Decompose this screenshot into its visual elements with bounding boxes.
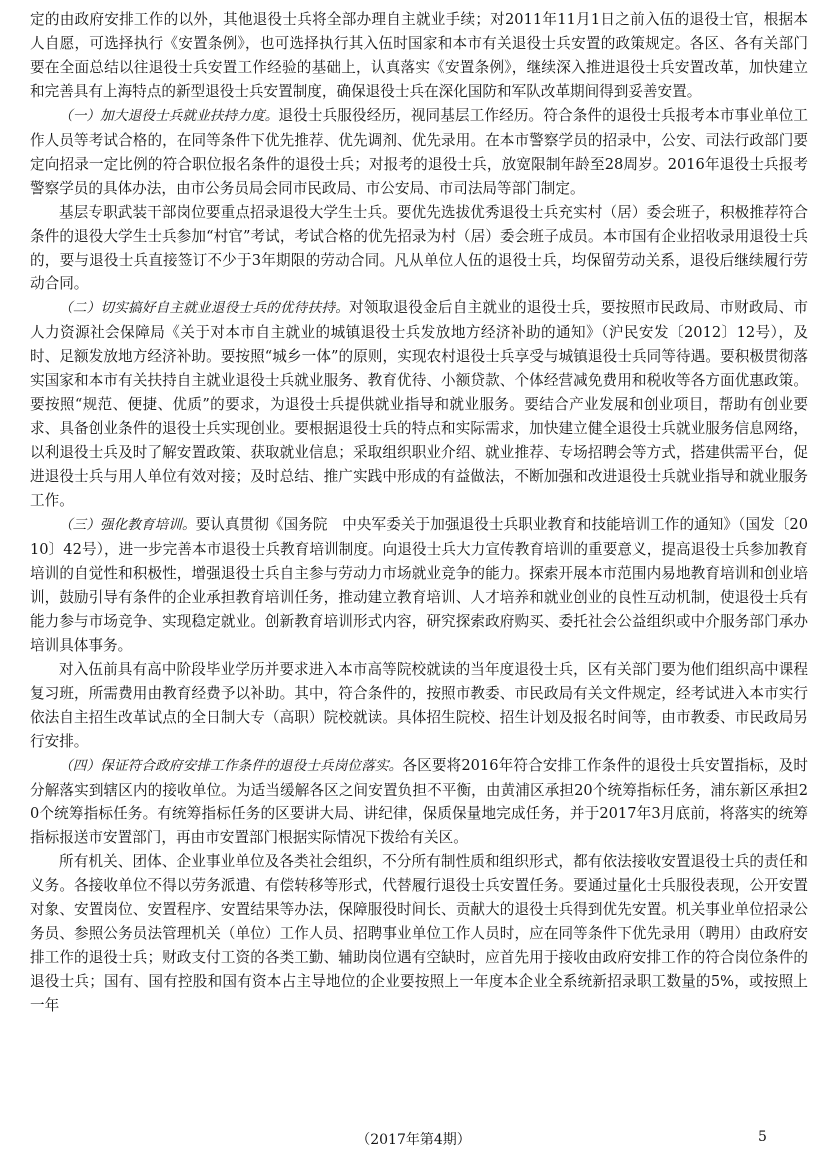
issue-label: （2017年第4期） — [356, 1132, 471, 1148]
paragraph-6 — [30, 658, 808, 754]
section-heading-4: （四）保证符合政府安排工作条件的退役士兵岗位落实。 — [59, 757, 403, 774]
paragraph-text: 所有机关、团体、企业事业单位及各类社会组织，不分所有制性质和组织形式，都有依法接收安置退役士兵的责任和义务。各接收单位不得以劳务派遣、有偿转移等形式，代替履行退役士兵安置任务。要通过量化士兵服役表现，公开安置对象、安置岗位、安置程序、安置结果等办法，保障服役时间长、贡献大的退役士兵得到优先安置。机关事业单位招录公务员、参照公务员法管理机关（单位）工作人员、招聘事业单位工作人员时，应在同等条件下优先录用（聘用）由政府安排工作的退役士兵；财政支付工资的各类工勤、辅助岗位遇有空缺时，应首先用于接收由政府安排工作的符合岗位条件的退役士兵；国有、国有控股和国有资本占主导地位的企业要按照上一年度本企业全系统新招录职工数量的5%，或按照上一年 — [30, 853, 808, 1015]
paragraph-2 — [30, 104, 808, 201]
paragraph-text: 要认真贯彻《国务院 中央军委关于加强退役士兵职业教育和技能培训工作的通知》（国发〔2010〕42号），进一步完善本市退役士兵教育培训制度。向退役士兵大力宣传教育培训的重要意义，提高退役士兵参加教育培训的自觉性和积极性，增强退役士兵自主参与劳动力市场就业竞争的能力。探索开展本市范围内易地教育培训和创业培训，鼓励引导有条件的企业承担教育培训任务，推动建立教育培训、人才培养和就业创业的良性互动机制，使退役士兵有能力参与市场竞争、实现稳定就业。创新教育培训形式内容，研究探索政府购买、委托社会公益组织或中介服务部门承办培训具体事务。 — [30, 516, 809, 654]
document-body — [30, 8, 808, 1018]
paragraph-text: 定的由政府安排工作的以外，其他退役士兵将全部办理自主就业手续；对2011年11月1日之前入伍的退役士官，根据本人自愿，可选择执行《安置条例》，也可选择执行其入伍时国家和本市有关退役士兵安置的政策规定。各区、各有关部门要在全面总结以往退役士兵安置工作经验的基础上，认真落实《安置条例》，继续深入推进退役士兵安置改革，加快建立和完善具有上海特点的新型退役士兵安置制度，确保退役士兵在深化国防和军队改革期间得到妥善安置。 — [30, 11, 808, 100]
paragraph-1 — [30, 8, 808, 104]
paragraph-5 — [30, 513, 808, 658]
paragraph-7 — [30, 754, 808, 851]
section-heading-2: （二）切实搞好自主就业退役士兵的优待扶持。 — [59, 300, 350, 317]
section-heading-3: （三）强化教育培训。 — [59, 517, 196, 534]
paragraph-text: 对领取退役金后自主就业的退役士兵，要按照市民政局、市财政局、市人力资源社会保障局《关于对本市自主就业的城镇退役士兵发放地方经济补助的通知》（沪民安发〔2012〕12号），及时、足额发放地方经济补助。要按照“城乡一体”的原则，实现农村退役士兵享受与城镇退役士兵同等待遇。要积极贯彻落实国家和本市有关扶持自主就业退役士兵就业服务、教育优待、小额贷款、个体经营减免费用和税收等各方面优惠政策。要按照“规范、便捷、优质”的要求，为退役士兵提供就业指导和就业服务。要结合产业发展和创业项目，帮助有创业要求、具备创业条件的退役士兵实现创业。要根据退役士兵的特点和实际需求，加快建立健全退役士兵就业服务信息网络，以利退役士兵及时了解安置政策、获取就业信息；采取组织职业介绍、就业推荐、专场招聘会等方式，搭建供需平台，促进退役士兵与用人单位有效对接；及时总结、推广实践中形成的有益做法，不断加强和改进退役士兵就业指导和就业服务工作。 — [30, 299, 808, 510]
paragraph-3 — [30, 201, 808, 297]
page-number: 5 — [758, 1129, 767, 1145]
paragraph-4 — [30, 296, 808, 513]
paragraph-text: 退役士兵服役经历，视同基层工作经历。符合条件的退役士兵报考本市事业单位工作人员等考试合格的，在同等条件下优先推荐、优先调剂、优先录用。在本市警察学员的招录中，公安、司法行政部门要定向招录一定比例的符合职位报名条件的退役士兵；对报考的退役士兵，放宽限制年龄至28周岁。2016年退役士兵报考警察学员的具体办法，由市公务员局会同市民政局、市公安局、市司法局等部门制定。 — [30, 106, 808, 197]
section-heading-1: （一）加大退役士兵就业扶持力度。 — [59, 107, 279, 124]
paragraph-text: 对入伍前具有高中阶段毕业学历并要求进入本市高等院校就读的当年度退役士兵，区有关部门要为他们组织高中课程复习班，所需费用由教育经费予以补助。其中，符合条件的，按照市教委、市民政局有关文件规定，经考试进入本市实行依法自主招生改革试点的全日制大专（高职）院校就读。具体招生院校、招生计划及报名时间等，由市教委、市民政局另行安排。 — [30, 660, 808, 750]
paragraph-8 — [30, 850, 808, 1018]
paragraph-text: 基层专职武装干部岗位要重点招录退役大学生士兵。要优先选拔优秀退役士兵充实村（居）委会班子，积极推荐符合条件的退役大学生士兵参加“村官”考试，考试合格的优先招录为村（居）委会班子成员。本市国有企业招收录用退役士兵的，要与退役士兵直接签订不少于3年期限的劳动合同。凡从单位人伍的退役士兵，均保留劳动关系，退役后继续履行劳动合同。 — [30, 203, 808, 293]
paragraph-text: 各区要将2016年符合安排工作条件的退役士兵安置指标，及时分解落实到辖区内的接收单位。为适当缓解各区之间安置负担不平衡，由黄浦区承担20个统筹指标任务，浦东新区承担20个统筹指标任务。有统筹指标任务的区要讲大局、讲纪律，保质保量地完成任务，并于2017年3月底前，将落实的统筹指标报送市安置部门，再由市安置部门根据实际情况下拨给有关区。 — [30, 756, 808, 847]
